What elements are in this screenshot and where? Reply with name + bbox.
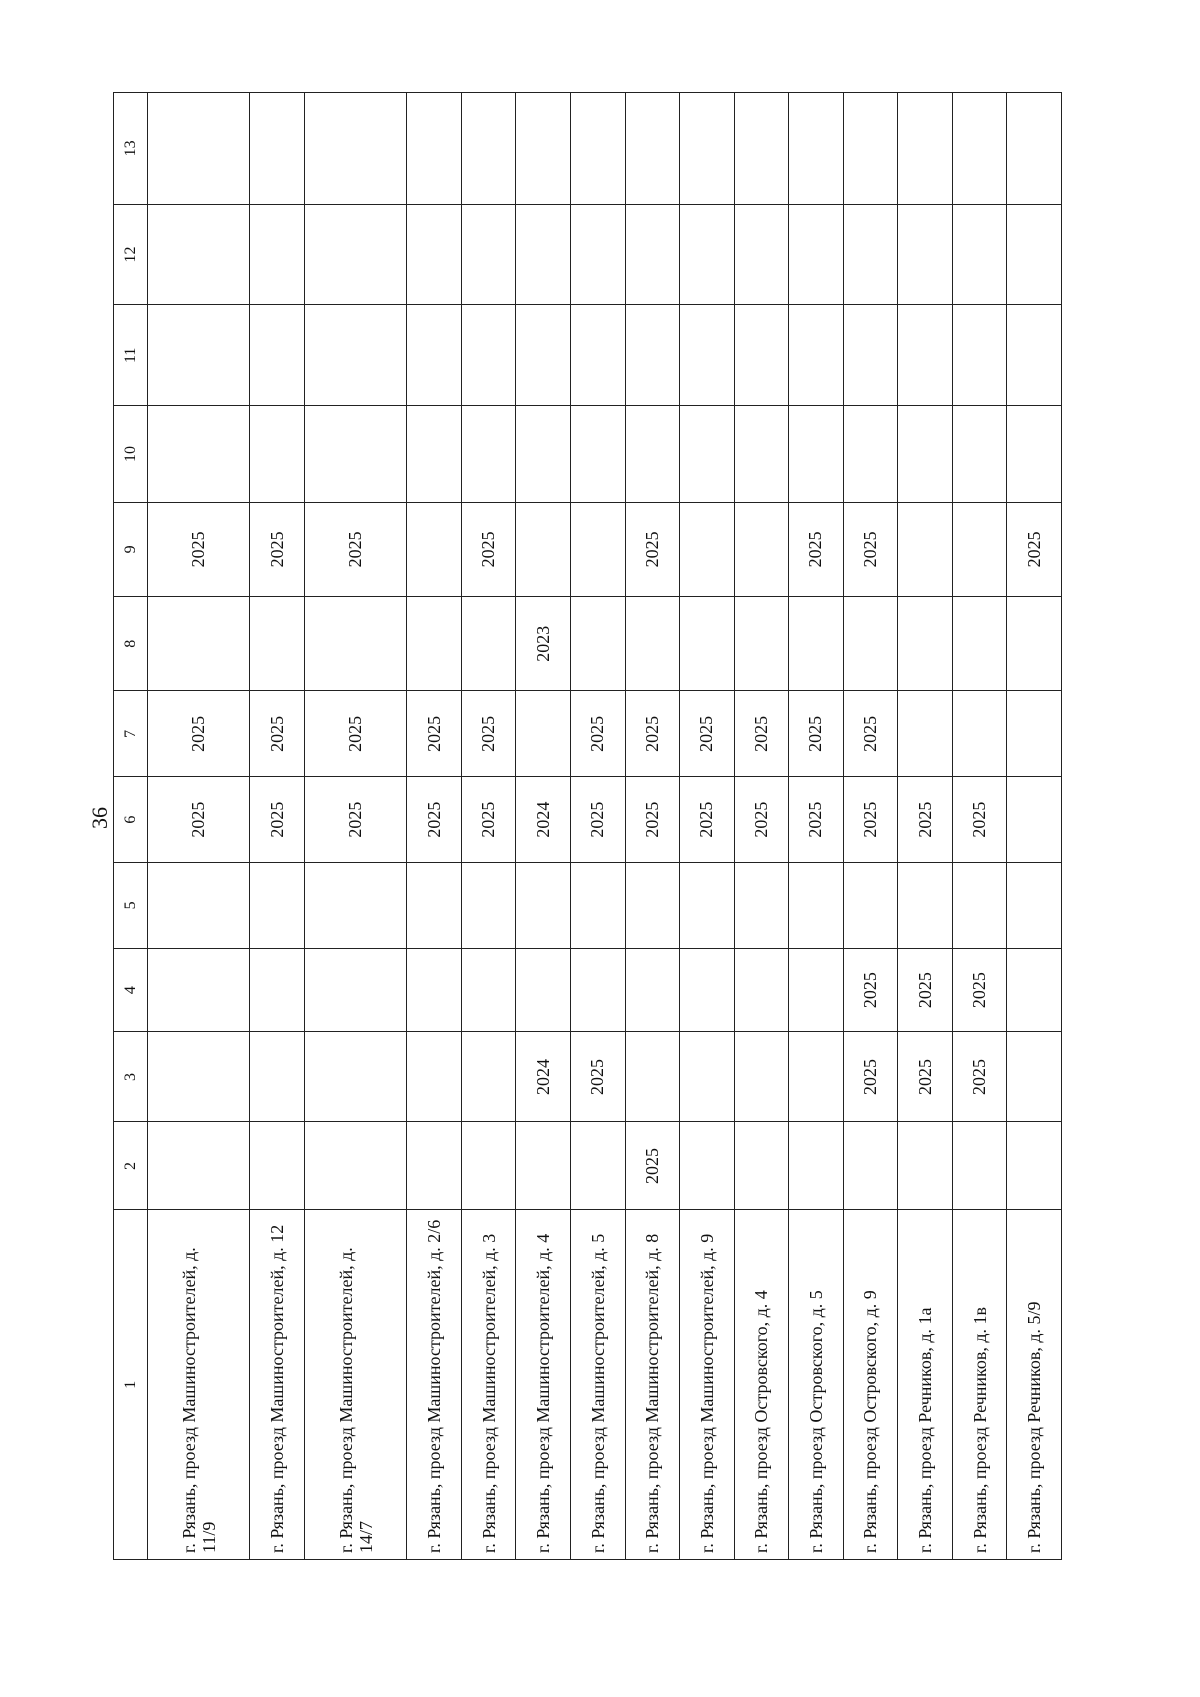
year-cell: [407, 863, 462, 949]
col-header: 4: [114, 948, 148, 1032]
year-cell: [407, 1122, 462, 1210]
year-cell: [789, 204, 844, 305]
year-cell: [516, 502, 571, 596]
year-cell: [516, 948, 571, 1032]
year-cell: [680, 305, 735, 406]
table-row: [407, 93, 462, 1560]
year-cell: [1007, 204, 1062, 305]
year-cell: [516, 305, 571, 406]
year-cell: 2025: [843, 691, 898, 777]
year-cell: [250, 863, 305, 949]
year-cell: [734, 305, 789, 406]
year-cell: 2025: [304, 691, 406, 777]
year-cell: 2025: [148, 777, 250, 863]
rotated-table-stage: [113, 92, 1062, 1560]
col-header: 6: [114, 777, 148, 863]
year-cell: [680, 502, 735, 596]
year-cell: 2025: [952, 948, 1007, 1032]
col-header: 3: [114, 1032, 148, 1122]
year-cell: [898, 502, 953, 596]
year-cell: [148, 948, 250, 1032]
year-cell: [898, 597, 953, 691]
table-row: [625, 93, 680, 1560]
year-cell: [250, 948, 305, 1032]
year-cell: [680, 93, 735, 205]
year-cell: [250, 305, 305, 406]
year-cell: [952, 597, 1007, 691]
year-cell: [898, 863, 953, 949]
year-cell: 2025: [843, 502, 898, 596]
year-cell: [1007, 1122, 1062, 1210]
address-cell: г. Рязань, проезд Островского, д. 4: [734, 1210, 789, 1560]
year-cell: 2025: [250, 777, 305, 863]
year-cell: 2025: [148, 691, 250, 777]
year-cell: [304, 948, 406, 1032]
col-header: 9: [114, 502, 148, 596]
address-cell: г. Рязань, проезд Речников, д. 1в: [952, 1210, 1007, 1560]
year-cell: [898, 305, 953, 406]
year-cell: [1007, 863, 1062, 949]
table-row: [843, 93, 898, 1560]
table-row: [148, 93, 250, 1560]
year-cell: [461, 93, 516, 205]
address-cell: г. Рязань, проезд Речников, д. 5/9: [1007, 1210, 1062, 1560]
year-cell: [898, 93, 953, 205]
year-cell: [789, 1032, 844, 1122]
year-cell: [734, 406, 789, 503]
col-header: 1: [114, 1210, 148, 1560]
year-cell: [148, 204, 250, 305]
year-cell: [1007, 93, 1062, 205]
table-row: [516, 93, 571, 1560]
year-cell: [789, 597, 844, 691]
year-cell: 2025: [789, 777, 844, 863]
year-cell: [148, 863, 250, 949]
col-header: 13: [114, 93, 148, 205]
year-cell: [1007, 406, 1062, 503]
year-cell: [843, 204, 898, 305]
year-cell: [843, 863, 898, 949]
col-header: 10: [114, 406, 148, 503]
year-cell: [304, 406, 406, 503]
year-cell: [734, 502, 789, 596]
year-cell: [1007, 948, 1062, 1032]
table-row: [734, 93, 789, 1560]
address-cell: г. Рязань, проезд Островского, д. 9: [843, 1210, 898, 1560]
year-cell: [148, 1122, 250, 1210]
year-cell: [516, 691, 571, 777]
year-cell: [843, 305, 898, 406]
year-cell: [625, 305, 680, 406]
year-cell: 2025: [625, 691, 680, 777]
year-cell: [789, 863, 844, 949]
year-cell: [843, 1122, 898, 1210]
year-cell: [516, 204, 571, 305]
address-cell: г. Рязань, проезд Машиностроителей, д. 5: [571, 1210, 626, 1560]
address-cell: г. Рязань, проезд Машиностроителей, д. 12: [250, 1210, 305, 1560]
year-cell: [407, 948, 462, 1032]
col-header: 12: [114, 204, 148, 305]
year-cell: [952, 305, 1007, 406]
year-cell: [407, 502, 462, 596]
year-cell: [571, 948, 626, 1032]
year-cell: 2025: [407, 691, 462, 777]
year-cell: 2025: [843, 1032, 898, 1122]
year-cell: [680, 204, 735, 305]
year-cell: [516, 406, 571, 503]
year-cell: [461, 863, 516, 949]
address-cell: г. Рязань, проезд Машиностроителей, д. 4: [516, 1210, 571, 1560]
year-cell: 2025: [1007, 502, 1062, 596]
table-row: [571, 93, 626, 1560]
table-row: [304, 93, 406, 1560]
table-row: [952, 93, 1007, 1560]
year-cell: [304, 93, 406, 205]
year-cell: [680, 1122, 735, 1210]
year-cell: [148, 1032, 250, 1122]
year-cell: 2025: [571, 1032, 626, 1122]
year-cell: [625, 597, 680, 691]
col-header: 8: [114, 597, 148, 691]
year-cell: [304, 204, 406, 305]
year-cell: 2025: [250, 691, 305, 777]
year-cell: [571, 597, 626, 691]
year-cell: [148, 597, 250, 691]
year-cell: [571, 204, 626, 305]
year-cell: [625, 1032, 680, 1122]
col-header: 7: [114, 691, 148, 777]
year-cell: 2025: [952, 777, 1007, 863]
year-cell: 2025: [680, 691, 735, 777]
year-cell: 2025: [304, 777, 406, 863]
year-cell: [1007, 777, 1062, 863]
year-cell: 2025: [734, 777, 789, 863]
year-cell: [625, 948, 680, 1032]
year-cell: 2025: [898, 948, 953, 1032]
address-cell: г. Рязань, проезд Машиностроителей, д. 8: [625, 1210, 680, 1560]
address-cell: г. Рязань, проезд Машиностроителей, д. 9: [680, 1210, 735, 1560]
year-cell: [250, 1122, 305, 1210]
year-cell: [734, 93, 789, 205]
table-row: [789, 93, 844, 1560]
year-cell: [407, 204, 462, 305]
year-cell: [952, 93, 1007, 205]
year-cell: [734, 597, 789, 691]
year-cell: [250, 204, 305, 305]
schedule-table-frame: [113, 92, 1062, 1560]
year-cell: [952, 502, 1007, 596]
year-cell: [680, 863, 735, 949]
year-cell: [304, 1122, 406, 1210]
address-cell: г. Рязань, проезд Машиностроителей, д. 2/6: [407, 1210, 462, 1560]
year-cell: 2025: [571, 777, 626, 863]
year-cell: [1007, 597, 1062, 691]
year-cell: [952, 406, 1007, 503]
year-cell: [843, 406, 898, 503]
year-cell: [148, 93, 250, 205]
year-cell: [898, 691, 953, 777]
year-cell: [304, 863, 406, 949]
year-cell: [148, 406, 250, 503]
year-cell: [407, 93, 462, 205]
year-cell: [461, 597, 516, 691]
col-header: 2: [114, 1122, 148, 1210]
year-cell: 2025: [148, 502, 250, 596]
year-cell: [843, 597, 898, 691]
year-cell: [952, 691, 1007, 777]
year-cell: [250, 93, 305, 205]
year-cell: [789, 406, 844, 503]
year-cell: 2025: [571, 691, 626, 777]
year-cell: [571, 305, 626, 406]
year-cell: [571, 93, 626, 205]
address-cell: г. Рязань, проезд Машиностроителей, д. 3: [461, 1210, 516, 1560]
year-cell: 2025: [680, 777, 735, 863]
year-cell: [680, 948, 735, 1032]
year-cell: [461, 1032, 516, 1122]
year-cell: [250, 406, 305, 503]
year-cell: [304, 305, 406, 406]
year-cell: [789, 1122, 844, 1210]
table-row: [680, 93, 735, 1560]
year-cell: [625, 406, 680, 503]
table-body: [148, 93, 1062, 1560]
year-cell: [461, 406, 516, 503]
col-header: 11: [114, 305, 148, 406]
year-cell: [734, 863, 789, 949]
year-cell: 2025: [625, 502, 680, 596]
header-row: [114, 93, 148, 1560]
year-cell: [734, 204, 789, 305]
year-cell: [789, 305, 844, 406]
year-cell: [680, 597, 735, 691]
year-cell: [680, 406, 735, 503]
year-cell: [625, 204, 680, 305]
year-cell: [571, 502, 626, 596]
year-cell: [461, 1122, 516, 1210]
year-cell: [516, 93, 571, 205]
address-cell: г. Рязань, проезд Речников, д. 1а: [898, 1210, 953, 1560]
year-cell: [407, 597, 462, 691]
table-row: [1007, 93, 1062, 1560]
year-cell: [1007, 1032, 1062, 1122]
year-cell: 2025: [898, 777, 953, 863]
year-cell: [843, 93, 898, 205]
year-cell: [407, 305, 462, 406]
page-number: 36: [87, 807, 112, 829]
year-cell: 2025: [304, 502, 406, 596]
table-row: [250, 93, 305, 1560]
year-cell: [1007, 305, 1062, 406]
year-cell: 2024: [516, 1032, 571, 1122]
year-cell: 2025: [625, 777, 680, 863]
year-cell: 2025: [898, 1032, 953, 1122]
year-cell: 2025: [734, 691, 789, 777]
year-cell: [407, 406, 462, 503]
year-cell: [461, 305, 516, 406]
address-cell: г. Рязань, проезд Островского, д. 5: [789, 1210, 844, 1560]
year-cell: 2025: [843, 948, 898, 1032]
year-cell: [407, 1032, 462, 1122]
year-cell: 2025: [952, 1032, 1007, 1122]
year-cell: [789, 93, 844, 205]
year-cell: [734, 1032, 789, 1122]
year-cell: [898, 204, 953, 305]
year-cell: [789, 948, 844, 1032]
year-cell: [516, 1122, 571, 1210]
year-cell: [952, 1122, 1007, 1210]
year-cell: 2025: [625, 1122, 680, 1210]
year-cell: 2025: [461, 691, 516, 777]
year-cell: [148, 305, 250, 406]
year-cell: [461, 204, 516, 305]
year-cell: 2023: [516, 597, 571, 691]
year-cell: [680, 1032, 735, 1122]
table-row: [898, 93, 953, 1560]
year-cell: [734, 948, 789, 1032]
year-cell: [304, 1032, 406, 1122]
year-cell: [952, 204, 1007, 305]
address-cell: г. Рязань, проезд Машиностроителей, д. 11/9: [148, 1210, 250, 1560]
year-cell: [250, 597, 305, 691]
year-cell: 2025: [789, 502, 844, 596]
year-cell: [625, 863, 680, 949]
year-cell: 2025: [789, 691, 844, 777]
year-cell: [571, 863, 626, 949]
year-cell: [250, 1032, 305, 1122]
year-cell: 2025: [407, 777, 462, 863]
table-row: [461, 93, 516, 1560]
year-cell: 2025: [843, 777, 898, 863]
year-cell: [304, 597, 406, 691]
year-cell: [1007, 691, 1062, 777]
year-cell: [461, 948, 516, 1032]
year-cell: 2025: [250, 502, 305, 596]
address-cell: г. Рязань, проезд Машиностроителей, д. 14/7: [304, 1210, 406, 1560]
schedule-table: [113, 92, 1062, 1560]
year-cell: [734, 1122, 789, 1210]
year-cell: 2024: [516, 777, 571, 863]
year-cell: [625, 93, 680, 205]
year-cell: [571, 1122, 626, 1210]
year-cell: [952, 863, 1007, 949]
year-cell: [898, 1122, 953, 1210]
year-cell: [516, 863, 571, 949]
year-cell: [571, 406, 626, 503]
col-header: 5: [114, 863, 148, 949]
year-cell: [898, 406, 953, 503]
year-cell: 2025: [461, 502, 516, 596]
year-cell: 2025: [461, 777, 516, 863]
